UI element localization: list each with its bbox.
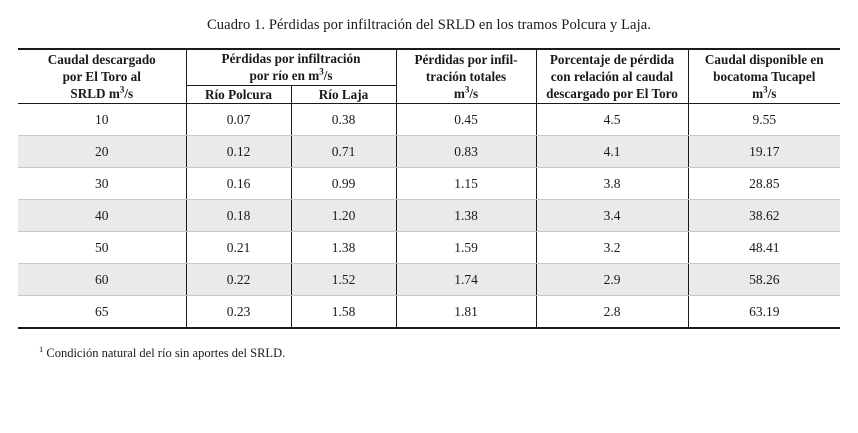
header-caudal-descargado-line1: Caudal descargado: [47, 51, 156, 67]
cell-caudal: 50: [18, 232, 186, 264]
header-porcentaje-line3: descargado por El Toro: [546, 86, 678, 102]
cell-porcentaje: 4.1: [536, 136, 688, 168]
cell-polcura: 0.07: [186, 104, 291, 136]
cell-caudal: 10: [18, 104, 186, 136]
cell-totales: 0.83: [396, 136, 536, 168]
table-row: [18, 296, 840, 329]
header-porcentaje-perdida: [536, 49, 688, 104]
header-caudal-disponible-line1: Caudal disponible en: [704, 51, 824, 67]
cell-porcentaje: 3.2: [536, 232, 688, 264]
header-caudal-descargado-line3: SRLD $m^3/s$: [70, 84, 134, 102]
cell-polcura: 0.16: [186, 168, 291, 200]
cell-disponible: 19.17: [688, 136, 840, 168]
header-rio-polcura: Río Polcura: [186, 85, 291, 103]
cell-disponible: 58.26: [688, 264, 840, 296]
cell-porcentaje: 3.8: [536, 168, 688, 200]
cell-porcentaje: 4.5: [536, 104, 688, 136]
cell-polcura: 0.21: [186, 232, 291, 264]
cell-laja: 1.38: [291, 232, 396, 264]
cell-laja: 1.58: [291, 296, 396, 329]
table-row: [18, 168, 840, 200]
table-row: [18, 264, 840, 296]
cell-totales: 1.15: [396, 168, 536, 200]
cell-polcura: 0.18: [186, 200, 291, 232]
cell-polcura: 0.12: [186, 136, 291, 168]
header-group-line2: por río en $m^3/s$: [249, 67, 333, 84]
header-caudal-disponible-line3: $m^3/s$: [752, 84, 777, 102]
cell-laja: 0.38: [291, 104, 396, 136]
footnote-marker: 1: [39, 344, 44, 355]
cell-porcentaje: 3.4: [536, 200, 688, 232]
cell-caudal: 30: [18, 168, 186, 200]
table-row: [18, 200, 840, 232]
header-group-perdidas-por-rio: [186, 49, 396, 85]
cell-caudal: 40: [18, 200, 186, 232]
header-caudal-descargado-line2: por El Toro al: [62, 68, 141, 84]
header-group-line1: Pérdidas por infiltración: [221, 51, 361, 66]
cell-polcura: 0.23: [186, 296, 291, 329]
table-body: [18, 104, 840, 329]
cell-disponible: 28.85: [688, 168, 840, 200]
header-perdidas-totales-line1: Pérdidas por infil-: [414, 51, 518, 67]
cell-laja: 0.71: [291, 136, 396, 168]
table-header: [18, 49, 840, 104]
cell-caudal: 60: [18, 264, 186, 296]
cell-disponible: 38.62: [688, 200, 840, 232]
cell-totales: 1.59: [396, 232, 536, 264]
header-row-main: [18, 49, 840, 85]
table-row: [18, 232, 840, 264]
cell-totales: 1.81: [396, 296, 536, 329]
table-row: [18, 104, 840, 136]
cell-disponible: 9.55: [688, 104, 840, 136]
cell-caudal: 65: [18, 296, 186, 329]
header-caudal-disponible-line2: bocatoma Tucapel: [713, 68, 816, 84]
header-perdidas-totales-line3: $m^3/s$: [453, 84, 479, 102]
header-perdidas-totales: [396, 49, 536, 104]
cell-caudal: 20: [18, 136, 186, 168]
cell-disponible: 48.41: [688, 232, 840, 264]
cell-laja: 1.52: [291, 264, 396, 296]
header-porcentaje-line1: Porcentaje de pérdida: [549, 51, 675, 67]
cell-totales: 1.38: [396, 200, 536, 232]
header-caudal-disponible: [688, 49, 840, 104]
data-table: [18, 48, 840, 329]
header-perdidas-totales-line2: tración totales: [425, 68, 507, 84]
table-caption: Cuadro 1. Pérdidas por infiltración del SRLD en los tramos Polcura y Laja.: [207, 17, 651, 33]
header-porcentaje-line2: con relación al caudal: [550, 68, 674, 84]
cell-porcentaje: 2.9: [536, 264, 688, 296]
cell-laja: 1.20: [291, 200, 396, 232]
cell-totales: 0.45: [396, 104, 536, 136]
table-row: [18, 136, 840, 168]
header-rio-laja: Río Laja: [291, 85, 396, 103]
cell-laja: 0.99: [291, 168, 396, 200]
cell-disponible: 63.19: [688, 296, 840, 329]
header-caudal-descargado: [18, 49, 186, 104]
cell-polcura: 0.22: [186, 264, 291, 296]
table-footnote: [39, 329, 819, 361]
cell-totales: 1.74: [396, 264, 536, 296]
footnote-text: Condición natural del río sin aportes del SRLD.: [43, 346, 286, 361]
cell-porcentaje: 2.8: [536, 296, 688, 329]
